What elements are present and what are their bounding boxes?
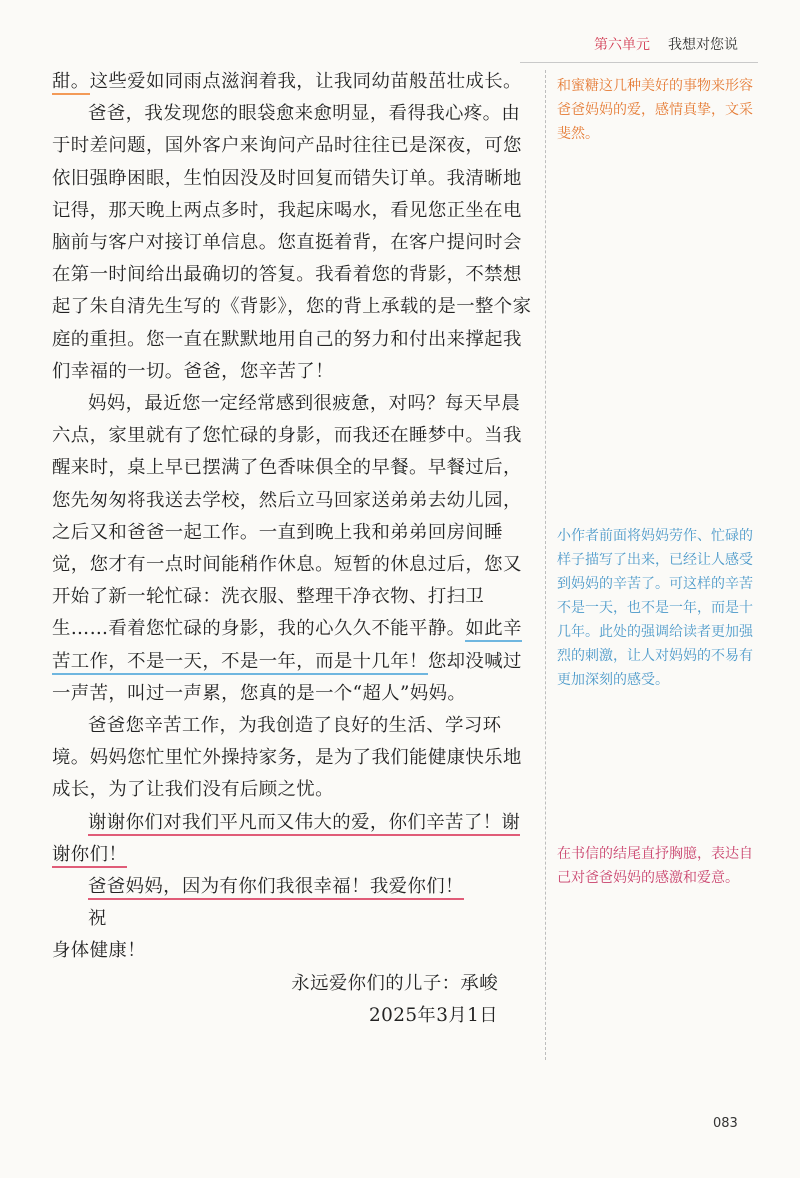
paragraph-1-rest: 这些爱如同雨点滋润着我，让我同幼苗般茁壮成长。 <box>89 71 522 92</box>
paragraph-4: 爸爸您辛苦工作，为我创造了良好的生活、学习环境。妈妈您忙里忙外操持家务，是为了我们能健康快乐地成长，为了让我们没有后顾之忧。 <box>52 715 522 801</box>
letter-date: 2025年3月1日 <box>369 1004 498 1026</box>
margin-divider <box>545 70 546 1060</box>
page-number: 083 <box>713 1116 738 1131</box>
highlight-orange: 甜。 <box>52 71 90 95</box>
paragraph-6 <box>52 871 536 903</box>
highlight-red-1: 谢谢你们对我们平凡而又伟大的爱，你们辛苦了！谢谢你们！ <box>52 812 520 868</box>
paragraph-2: 爸爸，我发现您的眼袋愈来愈明显，看得我心疼。由于时差问题，国外客户来询问产品时往往已是深夜，可您依旧强睁困眼，生怕因没及时回复而错失订单。我清晰地记得，那天晚上两点多时，我起床喝水，看见您正坐在电脑前与客户对接订单信息。您直挺着背，在客户提问时会在第一时间给出最确切的答复。我看着您的背影，不禁想起了朱自清先生写的《背影》，您的背上承载的是一整个家庭的重担。您一直在默默地用自己的努力和付出来撑起我们幸福的一切。爸爸，您辛苦了！ <box>52 103 532 382</box>
paragraph-5 <box>52 807 536 871</box>
highlight-blue: 如此辛苦工作，不是一天，不是一年，而是十几年！ <box>52 618 522 674</box>
paragraph-1 <box>52 66 536 98</box>
margin-note-pink: 在书信的结尾直抒胸臆，表达自己对爸爸妈妈的感激和爱意。 <box>557 846 753 886</box>
paragraph-3-post: 您却没喊过一声苦，叫过一声累，您真的是一个“超人”妈妈。 <box>52 650 522 704</box>
page-header <box>0 34 800 58</box>
margin-note-orange: 和蜜糖这几种美好的事物来形容爸爸妈妈的爱，感情真挚，文采斐然。 <box>557 78 753 142</box>
unit-title: 我想对您说 <box>668 37 738 53</box>
letter-body <box>52 66 536 1032</box>
highlight-red-2: 爸爸妈妈，因为有你们我很幸福！我爱你们！ <box>88 876 464 900</box>
paragraph-3-pre: 妈妈，最近您一定经常感到很疲惫，对吗？每天早晨六点，家里就有了您忙碌的身影，而我还在睡梦中。当我醒来时，桌上早已摆满了色香味俱全的早餐。早餐过后，您先匆匆将我送去学校，然后立马回家送弟弟去幼儿园，之后又和爸爸一起工作。一直到晚上我和弟弟回房间睡觉，您才有一点时间能稍作休息。短暂的休息过后，您又开始了新一轮忙碌：洗衣服、整理干净衣物、打扫卫生……看着您忙碌的身影，我的心久久不能平静。 <box>52 393 522 640</box>
wish-line: 祝 <box>88 908 107 930</box>
unit-label: 第六单元 <box>594 37 650 53</box>
wish-content: 身体健康！ <box>52 940 146 962</box>
paragraph-3 <box>52 388 536 710</box>
header-rule <box>520 62 758 63</box>
margin-note-blue: 小作者前面将妈妈劳作、忙碌的样子描写了出来，已经让人感受到妈妈的辛苦了。可这样的辛苦不是一天，也不是一年，而是十几年。此处的强调给读者更加强烈的刺激，让人对妈妈的不易有更加深刻的感受。 <box>557 528 753 688</box>
signature: 永远爱你们的儿子：承峻 <box>291 972 498 994</box>
